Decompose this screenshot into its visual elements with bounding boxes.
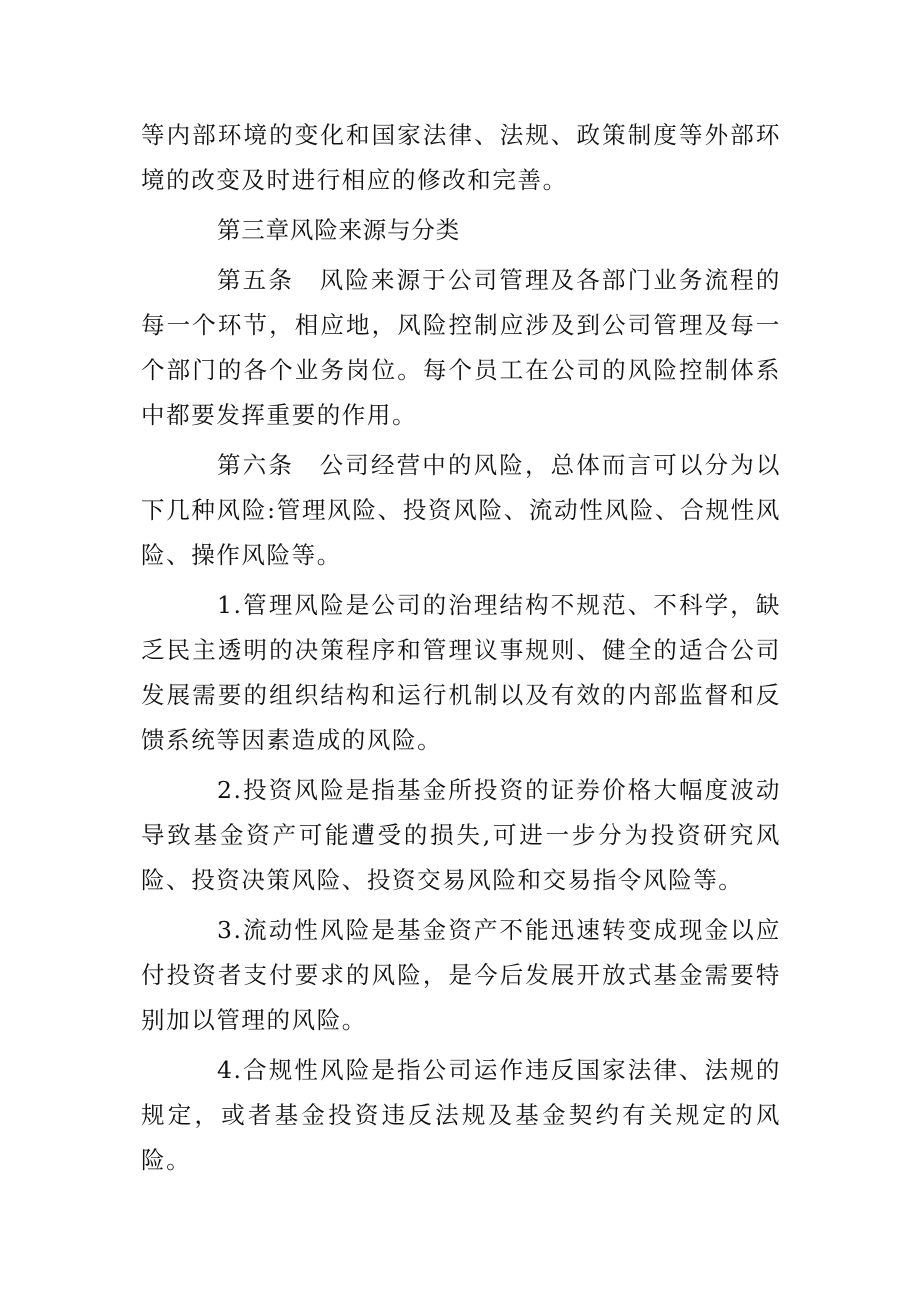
article-5-paragraph: 第五条 风险来源于公司管理及各部门业务流程的每一个环节，相应地，风险控制应涉及到公司管理及每一个部门的各个业务岗位。每个员工在公司的风险控制体系中都要发挥重要的作用。 (141, 266, 781, 429)
list-item-liquidity-risk: 3.流动性风险是基金资产不能迅速转变成现金以应付投资者支付要求的风险，是今后发展开放式基金需要特别加以管理的风险。 (141, 916, 781, 1034)
list-item-investment-risk: 2.投资风险是指基金所投资的证券价格大幅度波动导致基金资产可能遭受的损失,可进一步分为投资研究风险、投资决策风险、投资交易风险和交易指令风险等。 (141, 776, 781, 894)
chapter-heading: 第三章风险来源与分类 (217, 216, 460, 244)
list-item-compliance-risk: 4.合规性风险是指公司运作违反国家法律、法规的规定，或者基金投资违反法规及基金契约有关规定的风险。 (141, 1056, 781, 1174)
list-item-management-risk: 1.管理风险是公司的治理结构不规范、不科学，缺乏民主透明的决策程序和管理议事规则、健全的适合公司发展需要的组织结构和运行机制以及有效的内部监督和反馈系统等因素造成的风险。 (141, 591, 781, 754)
article-6-paragraph: 第六条 公司经营中的风险，总体而言可以分为以下几种风险:管理风险、投资风险、流动性风险、合规性风险、操作风险等。 (141, 451, 781, 569)
document-body (141, 113, 781, 1183)
paragraph-continuation: 等内部环境的变化和国家法律、法规、政策制度等外部环境的改变及时进行相应的修改和完善。 (141, 121, 781, 194)
